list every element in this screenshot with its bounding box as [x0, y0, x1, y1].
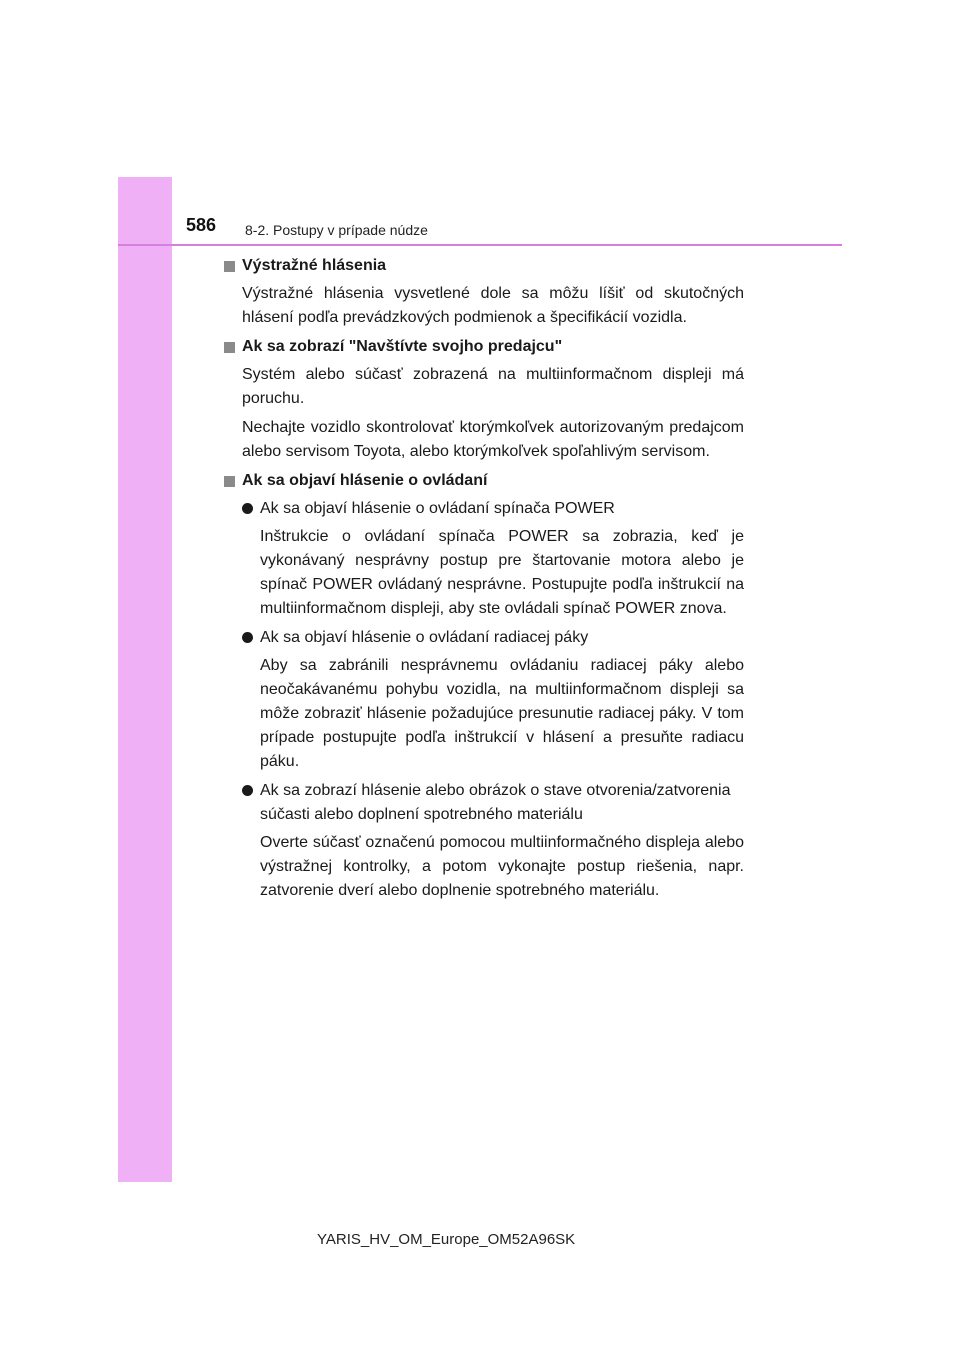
paragraph: Systém alebo súčasť zobrazená na multiinformačnom displeji má poruchu.	[242, 366, 744, 407]
heading-text: Ak sa objaví hlásenie o ovládaní	[242, 472, 488, 489]
round-bullet-icon	[242, 632, 253, 643]
paragraph: Nechajte vozidlo skontrolovať ktorýmkoľvek autorizovaným predajcom alebo servisom Toyota, alebo ktorýmkoľvek spoľahlivým servisom.	[242, 419, 744, 460]
bullet-paragraph: Aby sa zabránili nesprávnemu ovládaniu radiacej páky alebo neočakávanému pohybu vozidla, na multiinformačnom displeji sa môže zobraziť hlásenie požadujúce presunutie radiacej páky. V tom prípade postupujte podľa inštrukcií v hlásení a presuňte radiacu páku.	[260, 657, 744, 770]
document-code-footer: YARIS_HV_OM_Europe_OM52A96SK	[317, 1231, 576, 1248]
bullet-paragraph: Inštrukcie o ovládaní spínača POWER sa zobrazia, keď je vykonávaný nesprávny postup pre štartovanie motora alebo je spínač POWER ovládaný nesprávne. Postupujte podľa inštrukcií na multiinformačnom displeji, aby ste ovládali spínač POWER znova.	[260, 528, 744, 617]
square-bullet-icon	[224, 342, 235, 353]
square-bullet-icon	[224, 261, 235, 272]
page-number: 586	[186, 215, 217, 235]
round-bullet-icon	[242, 503, 253, 514]
bullet-title: Ak sa zobrazí hlásenie alebo obrázok o stave otvorenia/zatvorenia súčasti alebo doplnení spotrebného materiálu	[260, 782, 731, 823]
section-title: 8-2. Postupy v prípade núdze	[245, 222, 428, 238]
paragraph: Výstražné hlásenia vysvetlené dole sa môžu líšiť od skutočných hlásení podľa prevádzkových podmienok a špecifikácií vozidla.	[242, 285, 744, 326]
bullet-open-close-status	[222, 779, 744, 827]
bullet-title: Ak sa objaví hlásenie o ovládaní radiacej páky	[260, 629, 589, 646]
section-heading-warning-messages	[222, 254, 744, 278]
bullet-power-switch	[222, 497, 744, 521]
square-bullet-icon	[224, 476, 235, 487]
bullet-paragraph: Overte súčasť označenú pomocou multiinformačného displeja alebo výstražnej kontrolky, a potom vykonajte postup riešenia, napr. zatvorenie dverí alebo doplnenie spotrebného materiálu.	[260, 834, 744, 899]
bullet-shift-lever	[222, 626, 744, 650]
header-rule	[118, 244, 842, 246]
page-content	[222, 254, 744, 908]
section-heading-operation-message	[222, 469, 744, 493]
bullet-title: Ak sa objaví hlásenie o ovládaní spínača POWER	[260, 500, 615, 517]
heading-text: Výstražné hlásenia	[242, 257, 387, 274]
heading-text: Ak sa zobrazí "Navštívte svojho predajcu"	[242, 338, 563, 355]
section-heading-visit-dealer	[222, 335, 744, 359]
round-bullet-icon	[242, 785, 253, 796]
chapter-sidebar-tab	[118, 177, 172, 1182]
